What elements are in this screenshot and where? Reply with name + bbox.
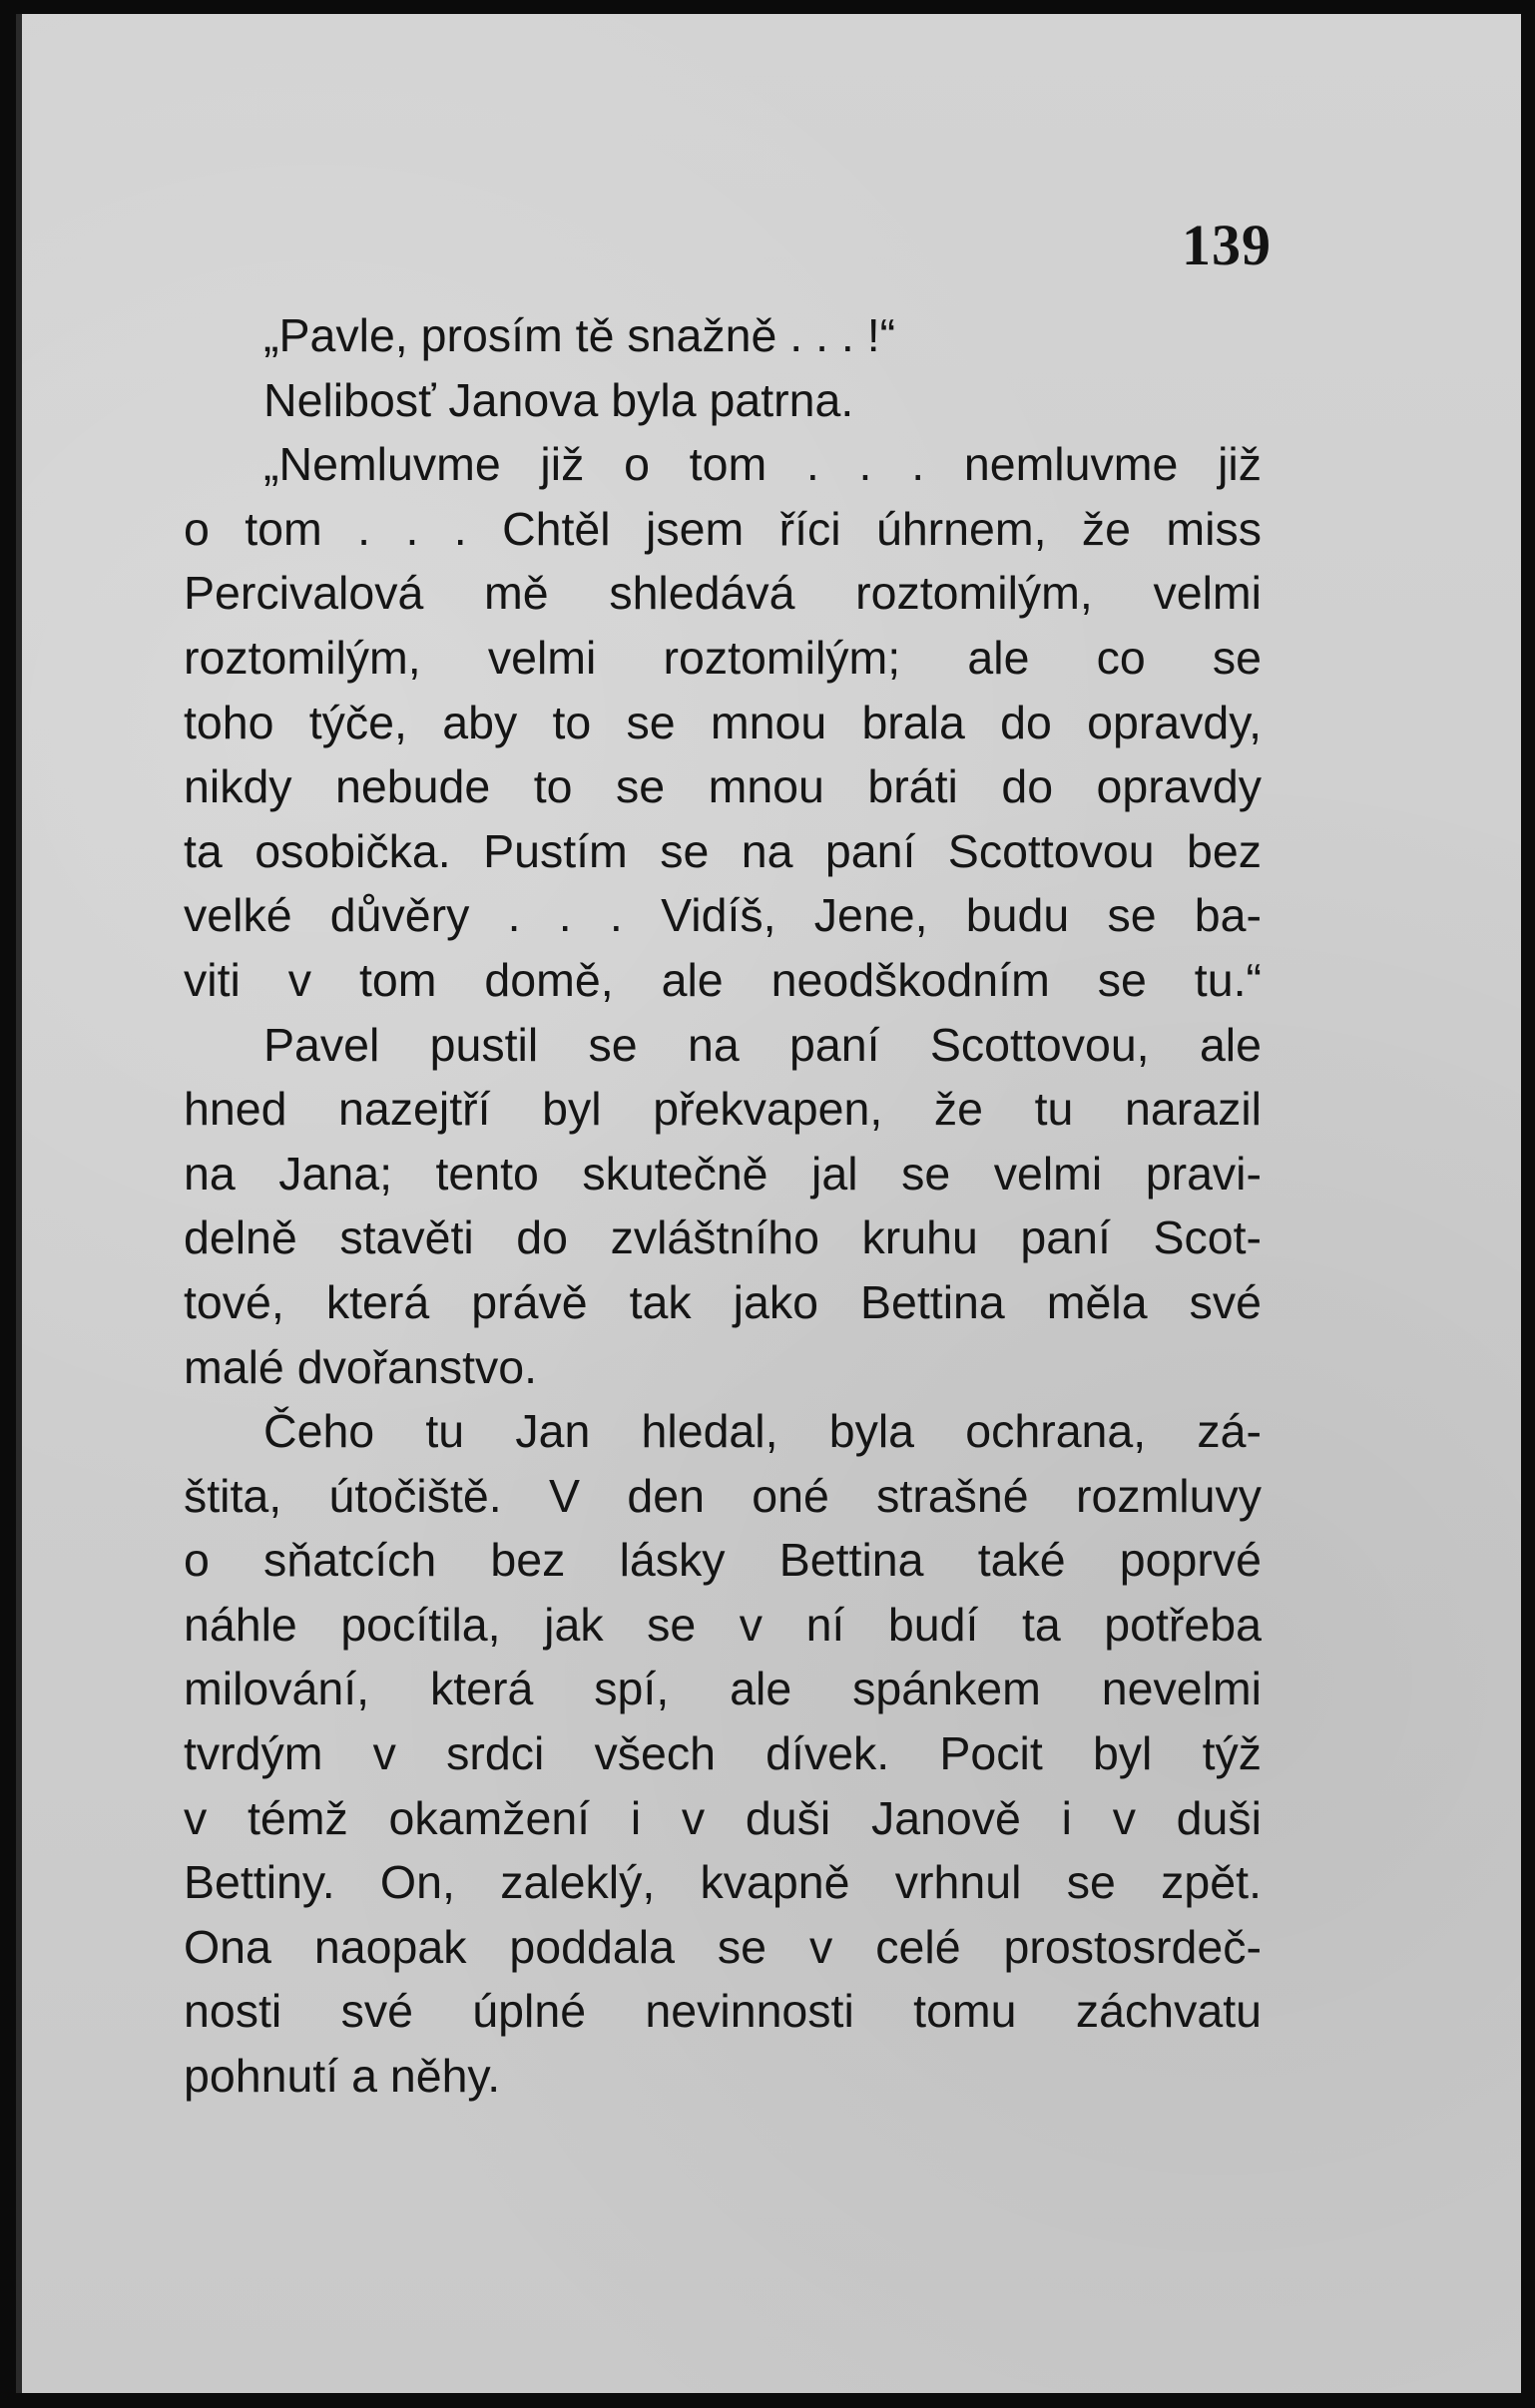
text-line: pohnutí a něhy.	[184, 2050, 501, 2103]
text-line: štita, útočiště. V den oné strašné rozmluvy	[184, 1469, 1262, 1522]
page-number: 139	[1182, 213, 1272, 277]
text-line: v témž okamžení i v duši Janově i v duši	[184, 1791, 1262, 1844]
text-line: roztomilým, velmi roztomilým; ale co se	[184, 631, 1262, 684]
text-line: Nelibosť Janova byla patrna.	[263, 373, 854, 426]
text-line: nosti své úplné nevinnosti tomu záchvatu	[184, 1985, 1262, 2038]
text-line: tvrdým v srdci všech dívek. Pocit byl týž	[184, 1727, 1262, 1780]
text-line: velké důvěry . . . Vidíš, Jene, budu se ba-	[184, 889, 1262, 942]
text-line: Ona naopak poddala se v celé prostosrdeč-	[184, 1920, 1262, 1973]
body-text	[184, 303, 1262, 2109]
text-line: Percivalová mě shledává roztomilým, velmi	[184, 567, 1262, 620]
text-line: viti v tom domě, ale neodškodním se tu.“	[184, 953, 1262, 1006]
book-page	[16, 14, 1521, 2393]
text-line: ta osobička. Pustím se na paní Scottovou bez	[184, 824, 1262, 877]
text-line: Čeho tu Jan hledal, byla ochrana, zá-	[263, 1405, 1262, 1458]
text-line: malé dvořanstvo.	[184, 1340, 538, 1393]
text-line: Pavel pustil se na paní Scottovou, ale	[263, 1018, 1262, 1071]
text-line: tové, která právě tak jako Bettina měla své	[184, 1275, 1262, 1328]
text-line: „Nemluvme již o tom . . . nemluvme již	[263, 438, 1262, 491]
text-line: milování, která spí, ale spánkem nevelmi	[184, 1663, 1262, 1715]
text-line: „Pavle, prosím tě snažně . . . !“	[263, 309, 896, 361]
text-line: delně stavěti do zvláštního kruhu paní Scot-	[184, 1211, 1262, 1264]
text-line: Bettiny. On, zaleklý, kvapně vrhnul se zpět.	[184, 1856, 1262, 1909]
page-binding-edge	[16, 14, 22, 2393]
text-line: náhle pocítila, jak se v ní budí ta potřeba	[184, 1598, 1262, 1651]
text-line: toho týče, aby to se mnou brala do opravdy,	[184, 696, 1262, 748]
text-line: hned nazejtří byl překvapen, že tu narazil	[184, 1083, 1262, 1136]
text-line: nikdy nebude to se mnou bráti do opravdy	[184, 760, 1262, 813]
text-line: o tom . . . Chtěl jsem říci úhrnem, že miss	[184, 502, 1262, 555]
text-line: na Jana; tento skutečně jal se velmi pravi-	[184, 1147, 1262, 1200]
text-line: o sňatcích bez lásky Bettina také poprvé	[184, 1534, 1262, 1587]
